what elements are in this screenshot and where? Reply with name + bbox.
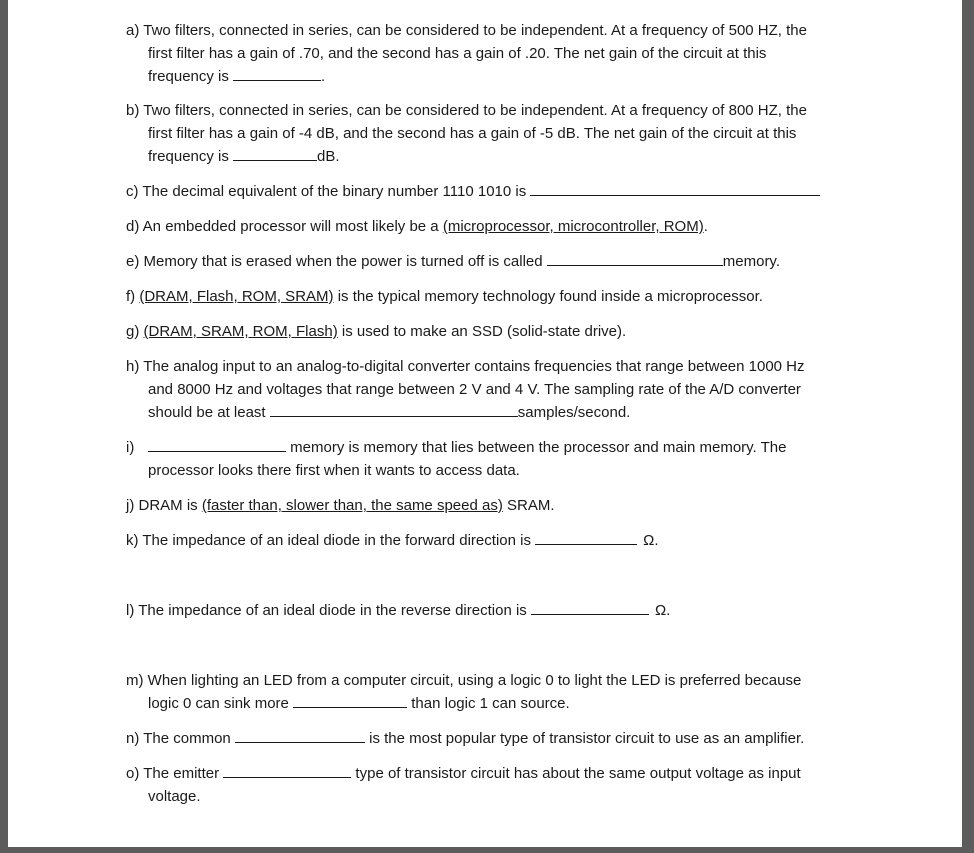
answer-blank-l[interactable]: [531, 599, 649, 615]
question-i-line1-text: memory is memory that lies between the processor and main memory. The: [286, 439, 787, 456]
question-b-line2: first filter has a gain of -4 dB, and the second has a gain of -5 dB. The net gain of the circuit at this: [148, 125, 797, 142]
question-b-line3-text: frequency is: [148, 148, 234, 165]
question-h-line3-text: should be at least: [148, 404, 270, 421]
question-f-options[interactable]: (DRAM, Flash, ROM, SRAM): [139, 288, 334, 305]
question-k-text: k) The impedance of an ideal diode in the forward direction is: [126, 532, 536, 549]
question-o: [126, 762, 856, 808]
question-i-line2: processor looks there first when it wants to access data.: [148, 462, 520, 479]
question-a-line2: first filter has a gain of .70, and the second has a gain of .20. The net gain of the circuit at this: [148, 45, 767, 62]
document-page: [8, 0, 962, 847]
question-m-line1: m) When lighting an LED from a computer circuit, using a logic 0 to light the LED is preferred because: [126, 672, 802, 689]
answer-blank-n[interactable]: [235, 727, 365, 743]
question-o-line1-end: type of transistor circuit has about the same output voltage as input: [351, 765, 801, 782]
question-j-end: SRAM.: [502, 497, 555, 514]
question-e-end: memory.: [722, 253, 780, 270]
question-c-text: c) The decimal equivalent of the binary number 1110 1010 is: [126, 183, 531, 200]
question-m-line2: [126, 692, 856, 715]
answer-blank-m[interactable]: [293, 692, 407, 708]
question-a: [126, 19, 856, 88]
answer-blank-i[interactable]: [148, 436, 286, 452]
question-b-line1: b) Two filters, connected in series, can be considered to be independent. At a frequency of 800 HZ, the: [126, 102, 807, 119]
question-f-label: f): [126, 288, 140, 305]
question-e-text: e) Memory that is erased when the power is turned off is called: [126, 253, 547, 270]
question-n: [126, 727, 856, 750]
question-c: [126, 180, 856, 203]
answer-blank-a[interactable]: [233, 65, 321, 81]
answer-blank-k[interactable]: [535, 529, 637, 545]
question-d: [126, 215, 856, 238]
question-f: [126, 285, 856, 308]
question-o-line2: voltage.: [148, 788, 201, 805]
question-e: [126, 250, 856, 273]
question-g-options[interactable]: (DRAM, SRAM, ROM, Flash): [143, 323, 338, 340]
question-f-text: is the typical memory technology found inside a microprocessor.: [333, 288, 763, 305]
question-m: [126, 669, 856, 715]
question-d-options[interactable]: (microprocessor, microcontroller, ROM): [442, 218, 704, 235]
answer-blank-o[interactable]: [223, 762, 351, 778]
question-a-line3-end: .: [321, 68, 326, 85]
question-j-text: j) DRAM is: [126, 497, 202, 514]
viewer-left-border: [0, 0, 8, 853]
viewer-bottom-border: [0, 847, 974, 853]
question-i: [126, 436, 856, 482]
question-h-line3-end: samples/second.: [517, 404, 631, 421]
answer-blank-h[interactable]: [270, 401, 518, 417]
question-i-label: i): [126, 439, 135, 456]
answer-blank-c[interactable]: [530, 180, 820, 196]
viewer-right-border: [962, 0, 974, 853]
question-h-line2: and 8000 Hz and voltages that range between 2 V and 4 V. The sampling rate of the A/D converter: [148, 381, 801, 398]
question-a-line3-text: frequency is: [148, 68, 234, 85]
question-h-line1: h) The analog input to an analog-to-digital converter contains frequencies that range between 1000 Hz: [126, 358, 805, 375]
question-m-line2-text: logic 0 can sink more: [148, 695, 294, 712]
question-l-unit: Ω.: [654, 602, 671, 619]
question-n-end: is the most popular type of transistor circuit to use as an amplifier.: [364, 730, 805, 747]
question-k-unit: Ω.: [643, 532, 659, 549]
question-b-line3: [126, 145, 856, 168]
question-o-text: o) The emitter: [126, 765, 224, 782]
question-l-text: l) The impedance of an ideal diode in the reverse direction is: [126, 602, 531, 619]
question-j-options[interactable]: (faster than, slower than, the same speed as): [201, 497, 503, 514]
answer-blank-e[interactable]: [547, 250, 723, 266]
question-d-text: d) An embedded processor will most likely be a: [126, 218, 443, 235]
question-a-line1: a) Two filters, connected in series, can be considered to be independent. At a frequency of 500 HZ, the: [126, 22, 807, 39]
question-m-line2-end: than logic 1 can source.: [407, 695, 570, 712]
question-n-text: n) The common: [126, 730, 235, 747]
question-h: [126, 355, 856, 424]
question-l: [126, 599, 856, 622]
question-g-text: is used to make an SSD (solid-state drive).: [337, 323, 627, 340]
question-b-line3-end: dB.: [317, 148, 340, 165]
question-g: [126, 320, 856, 343]
question-j: [126, 494, 856, 517]
question-k: [126, 529, 856, 552]
question-g-label: g): [126, 323, 144, 340]
question-d-end: .: [703, 218, 708, 235]
question-h-line3: [126, 401, 856, 424]
question-b: [126, 99, 856, 168]
answer-blank-b[interactable]: [233, 145, 317, 161]
question-a-line3: [126, 65, 856, 88]
